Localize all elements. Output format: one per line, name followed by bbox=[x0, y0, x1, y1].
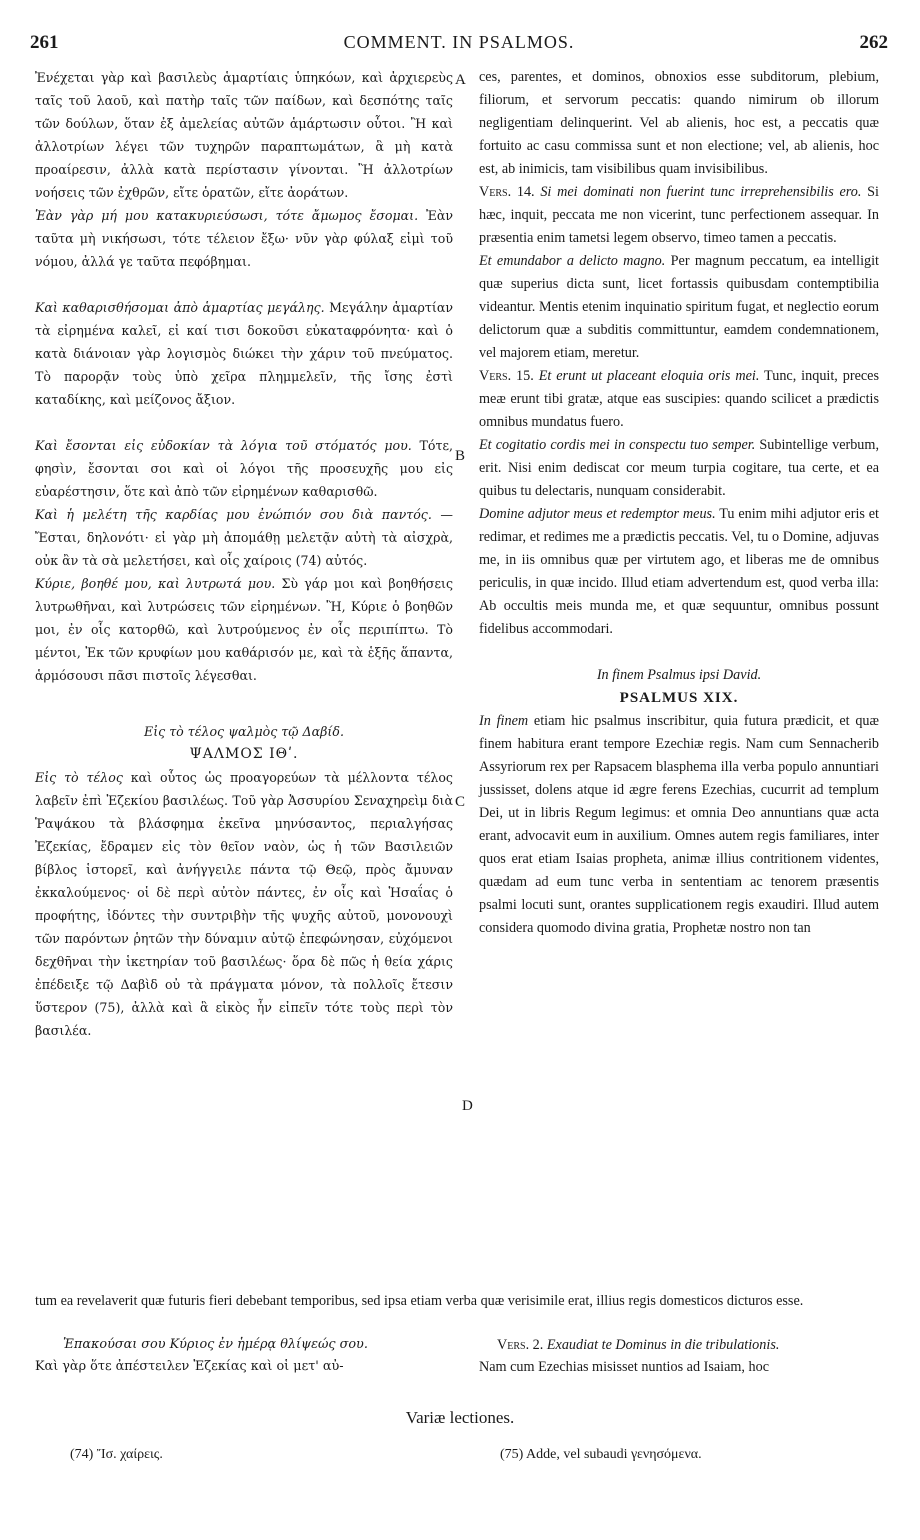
greek-paragraph bbox=[35, 296, 453, 411]
greek-column bbox=[35, 66, 453, 1042]
latin-text: Tunc, inquit, preces meæ erunt tibi gratæ, atque eas suscipies: quando scilicet a prædictis omnibus mundatus fuero. bbox=[479, 368, 879, 430]
footnote-75: (75) Adde, vel subaudi γενησόμενα. bbox=[500, 1447, 702, 1462]
latin-psalm-inscription: In finem Psalmus ipsi David. bbox=[596, 667, 762, 683]
latin-paragraph bbox=[479, 181, 879, 250]
greek-lemma: Κύριε, βοηθέ μου, καὶ λυτρωτά μου. bbox=[35, 576, 276, 591]
latin-paragraph bbox=[479, 365, 879, 434]
greek-text: Ἐὰν ταῦτα μὴ νικήσωσι, τότε τέλειον ἔξω· νῦν γὰρ φύλαξ εἰμὶ τοῦ νόμου, ἀλλά γε ταῦτα πεφόβημαι. bbox=[35, 208, 453, 269]
latin-text: Nam cum Ezechias misisset nuntios ad Isaiam, hoc bbox=[479, 1359, 769, 1375]
running-title: COMMENT. IN PSALMOS. bbox=[343, 32, 575, 52]
latin-paragraph bbox=[479, 250, 879, 365]
margin-letter-c: C bbox=[455, 794, 466, 810]
latin-psalm-heading: PSALMUS XIX. bbox=[619, 690, 739, 706]
greek-bottom bbox=[35, 1334, 453, 1378]
running-head bbox=[30, 24, 888, 54]
greek-lemma: Καὶ ἡ μελέτη τῆς καρδίας μου ἐνώπιόν σου διὰ παντός. bbox=[35, 507, 432, 522]
margin-letter-a: A bbox=[455, 72, 466, 88]
verse-label: Vers. 2. bbox=[497, 1337, 544, 1353]
variae-lectiones-heading: Variæ lectiones. bbox=[405, 1408, 515, 1427]
latin-paragraph bbox=[479, 503, 879, 641]
greek-text: — Ἔσται, δηλονότι· εἰ γὰρ μὴ ἀπομάθῃ μελετᾷν αὐτὴ τὰ αἰσχρὰ, οὐκ ἂν τὰ σὰ μελετήσει, καὶ οἷς χαίροις (74) αὐτός. bbox=[35, 507, 453, 568]
latin-bottom bbox=[479, 1334, 879, 1378]
margin-letter-d: D bbox=[462, 1098, 473, 1114]
latin-lemma: Si mei dominati non fuerint tunc irreprehensibilis ero. bbox=[534, 184, 862, 200]
greek-text: καὶ οὗτος ὡς προαγορεύων τὰ μέλλοντα τέλος λαβεῖν ἐπὶ Ἐζεκίου βασιλέως. Τοῦ γὰρ Ἀσσυρίου Σεναχηρεὶμ διὰ Ῥαψάκου τὰ βλάσφημα ἐκεῖνα μηνύσαντος, περιαλγήσας Ἐζεκίας, ἔδραμεν εἰς τὸν θεῖον ναὸν, ὡς ἡ τῶν Βασιλειῶν βίβλος ἱστορεῖ, καὶ ἀνήγγειλε πάντα τῷ Θεῷ, πρὸς ἄμυναν ἐκκαλούμενος· οἱ δὲ περὶ αὐτὸν πάντες, ἐν οἷς καὶ Ἡσαΐας ὁ προφήτης, ἰδόντες τὴν συντριβὴν τῆς ψυχῆς αὐτοῦ, μονονουχὶ τῶν παρόντων ῥητῶν τὴν δύναμιν αὐτῷ ἐπεφώνησαν, εὐχόμενοι δεχθῆναι τὴν ἱκετηρίαν τοῦ βασιλέως· ὅρα δὲ πῶς ἡ θεία χάρις ἐπέδειξε τῷ Δαβὶδ οὐ τὰ πράγματα μόνον, τὰ πολλοῖς ἔτεσιν ὕστερον (75), ἀλλὰ καὶ ἃ εἰκὸς ἦν εἰπεῖν τότε τοὺς περὶ τὸν βασιλέα. bbox=[35, 770, 453, 1038]
greek-paragraph bbox=[35, 572, 453, 687]
page-number-right: 262 bbox=[859, 32, 888, 53]
latin-verse-line bbox=[479, 1334, 879, 1356]
full-width-latin-text: tum ea revelaverit quæ futuris fieri debebant temporibus, sed ipsa etiam verba quæ verisimile erat, illius regis domesticos dicturos esse. bbox=[35, 1293, 804, 1309]
verse-label: Vers. 15. bbox=[479, 368, 534, 384]
latin-text: Tu enim mihi adjutor eris et redimar, et redimes me a prædictis peccatis. Vel, tu o Domine, adjuvas me, in iis omnibus quæ per virtutem ago, et liberas me de omnibus periculis, in quæ incido. Illud etiam advertendum est, quod verba illa: Ab occultis meis munda me, et quæ sequuntur, omnibus possunt fidelibus accommodari. bbox=[479, 506, 879, 637]
latin-lemma: In finem bbox=[479, 713, 529, 729]
latin-text: Si hæc, inquit, peccata me non vicerint, tunc perfectionem assequar. In præsentia enim tametsi legem observo, timeo tamen a peccatis. bbox=[479, 184, 880, 246]
latin-lemma: Domine adjutor meus et redemptor meus. bbox=[479, 506, 716, 522]
greek-paragraph bbox=[35, 204, 453, 273]
latin-text: Per magnum peccatum, ea intelligit quæ superius dicta sunt, licet fortassis quibusdam contemptibilia videantur. Mentis etenim inquinatio spiritum fugat, et neglectio eorum delictorum quæ a subditis committuntur, eamdem condemnationem, vel majorem etiam, meretur. bbox=[479, 253, 879, 361]
greek-text: Σὺ γάρ μοι καὶ βοηθήσεις λυτρωθῆναι, καὶ λυτρώσεις τῶν εἰρημένων. Ἢ, Κύριε ὁ βοηθῶν μοι, ἐν οἷς κατορθῶ, καὶ λυτρούμενος ἐν οἷς περιπίπτω. Τὸ μέντοι, Ἐκ τῶν κρυφίων μου καθάρισόν με, καὶ τὰ ἑξῆς ἅπαντα, ἁρμόσουσι πᾶσι πιστοῖς λέγεσθαι. bbox=[35, 576, 453, 683]
latin-paragraph bbox=[479, 710, 879, 940]
greek-lemma: Καὶ ἔσονται εἰς εὐδοκίαν τὰ λόγια τοῦ στόματός μου. bbox=[35, 438, 412, 453]
latin-lemma: Et erunt ut placeant eloquia oris mei. bbox=[533, 368, 760, 384]
greek-paragraph bbox=[35, 503, 453, 572]
greek-paragraph bbox=[35, 434, 453, 503]
greek-lemma: Καὶ καθαρισθήσομαι ἀπὸ ἁμαρτίας μεγάλης. bbox=[35, 300, 325, 315]
greek-lemma: Εἰς τὸ τέλος bbox=[35, 770, 123, 785]
page-number-left: 261 bbox=[30, 32, 59, 53]
latin-lemma: Et cogitatio cordis mei in conspectu tuo semper. bbox=[479, 437, 756, 453]
footnote-74: (74) Ἴσ. χαίρεις. bbox=[70, 1447, 163, 1462]
greek-psalm-heading: ΨΑΛΜΟΣ ΙΘʹ. bbox=[189, 746, 299, 762]
margin-letter-b: B bbox=[455, 448, 466, 464]
latin-paragraph: ces, parentes, et dominos, obnoxios esse subditorum, plebium, filiorum, et servorum peccatis: quando nimirum ob illorum negligentiam delinquerint. Vel ab alienis, hoc est, a peccatis quæ fortuito ac casu commissa sunt et non electione; vel, ab alienis, hoc est, ab inimicis, tam visibilibus quam invisibilibus. bbox=[479, 69, 879, 177]
greek-text: Μεγάλην ἁμαρτίαν τὰ εἰρημένα καλεῖ, εἰ καί τισι δοκοῦσι εὐκαταφρόνητα· καὶ ὁ κατὰ διάνοιαν γὰρ λογισμὸς διώκει τὴν χάριν τοῦ πνεύματος. Τὸ παρορᾷν τοὺς ὑπὸ χεῖρα πλημμελεῖν, τῆς ἴσης ἐστὶ καταδίκης, καὶ μείζονος ἄξιον. bbox=[35, 300, 453, 407]
latin-text: etiam hic psalmus inscribitur, quia futura prædicit, et quæ finem habitura erant tempore Ezechiæ regis. Nam cum Sennacherib Assyriorum rex per Rapsacem blasphema illa verba populo annuntiari jussisset, dolens atque id ægre ferens Ezechias, cucurrit ad templum Dei, ut in libris Regum legimus: et omnia Deo annuntians quæ acta erant, advocavit eum in auxilium. Omnes autem regis familiares, inter quos erat etiam Isaias propheta, animæ illius contritionem videntes, quædam ad eum tunc verba in sententiam ac tenorem præsentis psalmi locuti sunt, orantes supplicationem regis exaudiri. Illud autem considera quomodo divina gratia, Prophetæ nostro non tan bbox=[479, 713, 879, 936]
greek-lemma: Ἐπακούσαι σου Κύριος ἐν ἡμέρᾳ θλίψεώς σου. bbox=[63, 1337, 368, 1352]
latin-lemma: Exaudiat te Dominus in die tribulationis. bbox=[543, 1337, 780, 1353]
latin-lemma: Et emundabor a delicto magno. bbox=[479, 253, 666, 269]
latin-paragraph bbox=[479, 434, 879, 503]
greek-psalm-inscription: Εἰς τὸ τέλος ψαλμὸς τῷ Δαβίδ. bbox=[144, 724, 344, 739]
latin-column bbox=[479, 66, 879, 940]
greek-paragraph: Ἐνέχεται γὰρ καὶ βασιλεὺς ἁμαρτίαις ὑπηκόων, καὶ ἀρχιερεὺς ταῖς τοῦ λαοῦ, καὶ πατὴρ ταῖς τῶν παίδων, καὶ δεσπότης ταῖς τῶν δούλων, ὅταν ἐξ ἀμελείας αὐτῶν ἁμάρτωσιν οὗτοι. Ἢ καὶ ἀλλοτρίων λέγει τῶν τυχηρῶν παραπτωμάτων, ἃ μὴ κατὰ προαίρεσιν, ἀλλὰ κατὰ περίστασιν γίνονται. Ἢ ἀλλοτρίων νοήσεις τῶν ἐχθρῶν, εἴτε ὁρατῶν, εἴτε ἀοράτων. bbox=[35, 70, 453, 200]
greek-paragraph bbox=[35, 766, 453, 1042]
greek-lemma: Ἐὰν γὰρ μή μου κατακυριεύσωσι, τότε ἄμωμος ἔσομαι. bbox=[35, 208, 419, 223]
latin-text: Subintellige verbum, erit. Nisi enim dediscat cor meum turpia cogitare, tua certe, et ea quibus tu delectaris, nunquam considerabit. bbox=[479, 437, 879, 499]
verse-label: Vers. 14. bbox=[479, 184, 535, 200]
greek-text: Καὶ γὰρ ὅτε ἀπέστειλεν Ἐζεκίας καὶ οἱ μετ' αὐ- bbox=[35, 1359, 344, 1374]
greek-text: Τότε, φησὶν, ἔσονται σοι καὶ οἱ λόγοι τῆς προσευχῆς μου εἰς εὐαρέστησιν, ὅτε καὶ ἀπὸ τῶν εἰρημένων καθαρισθῶ. bbox=[35, 438, 453, 499]
